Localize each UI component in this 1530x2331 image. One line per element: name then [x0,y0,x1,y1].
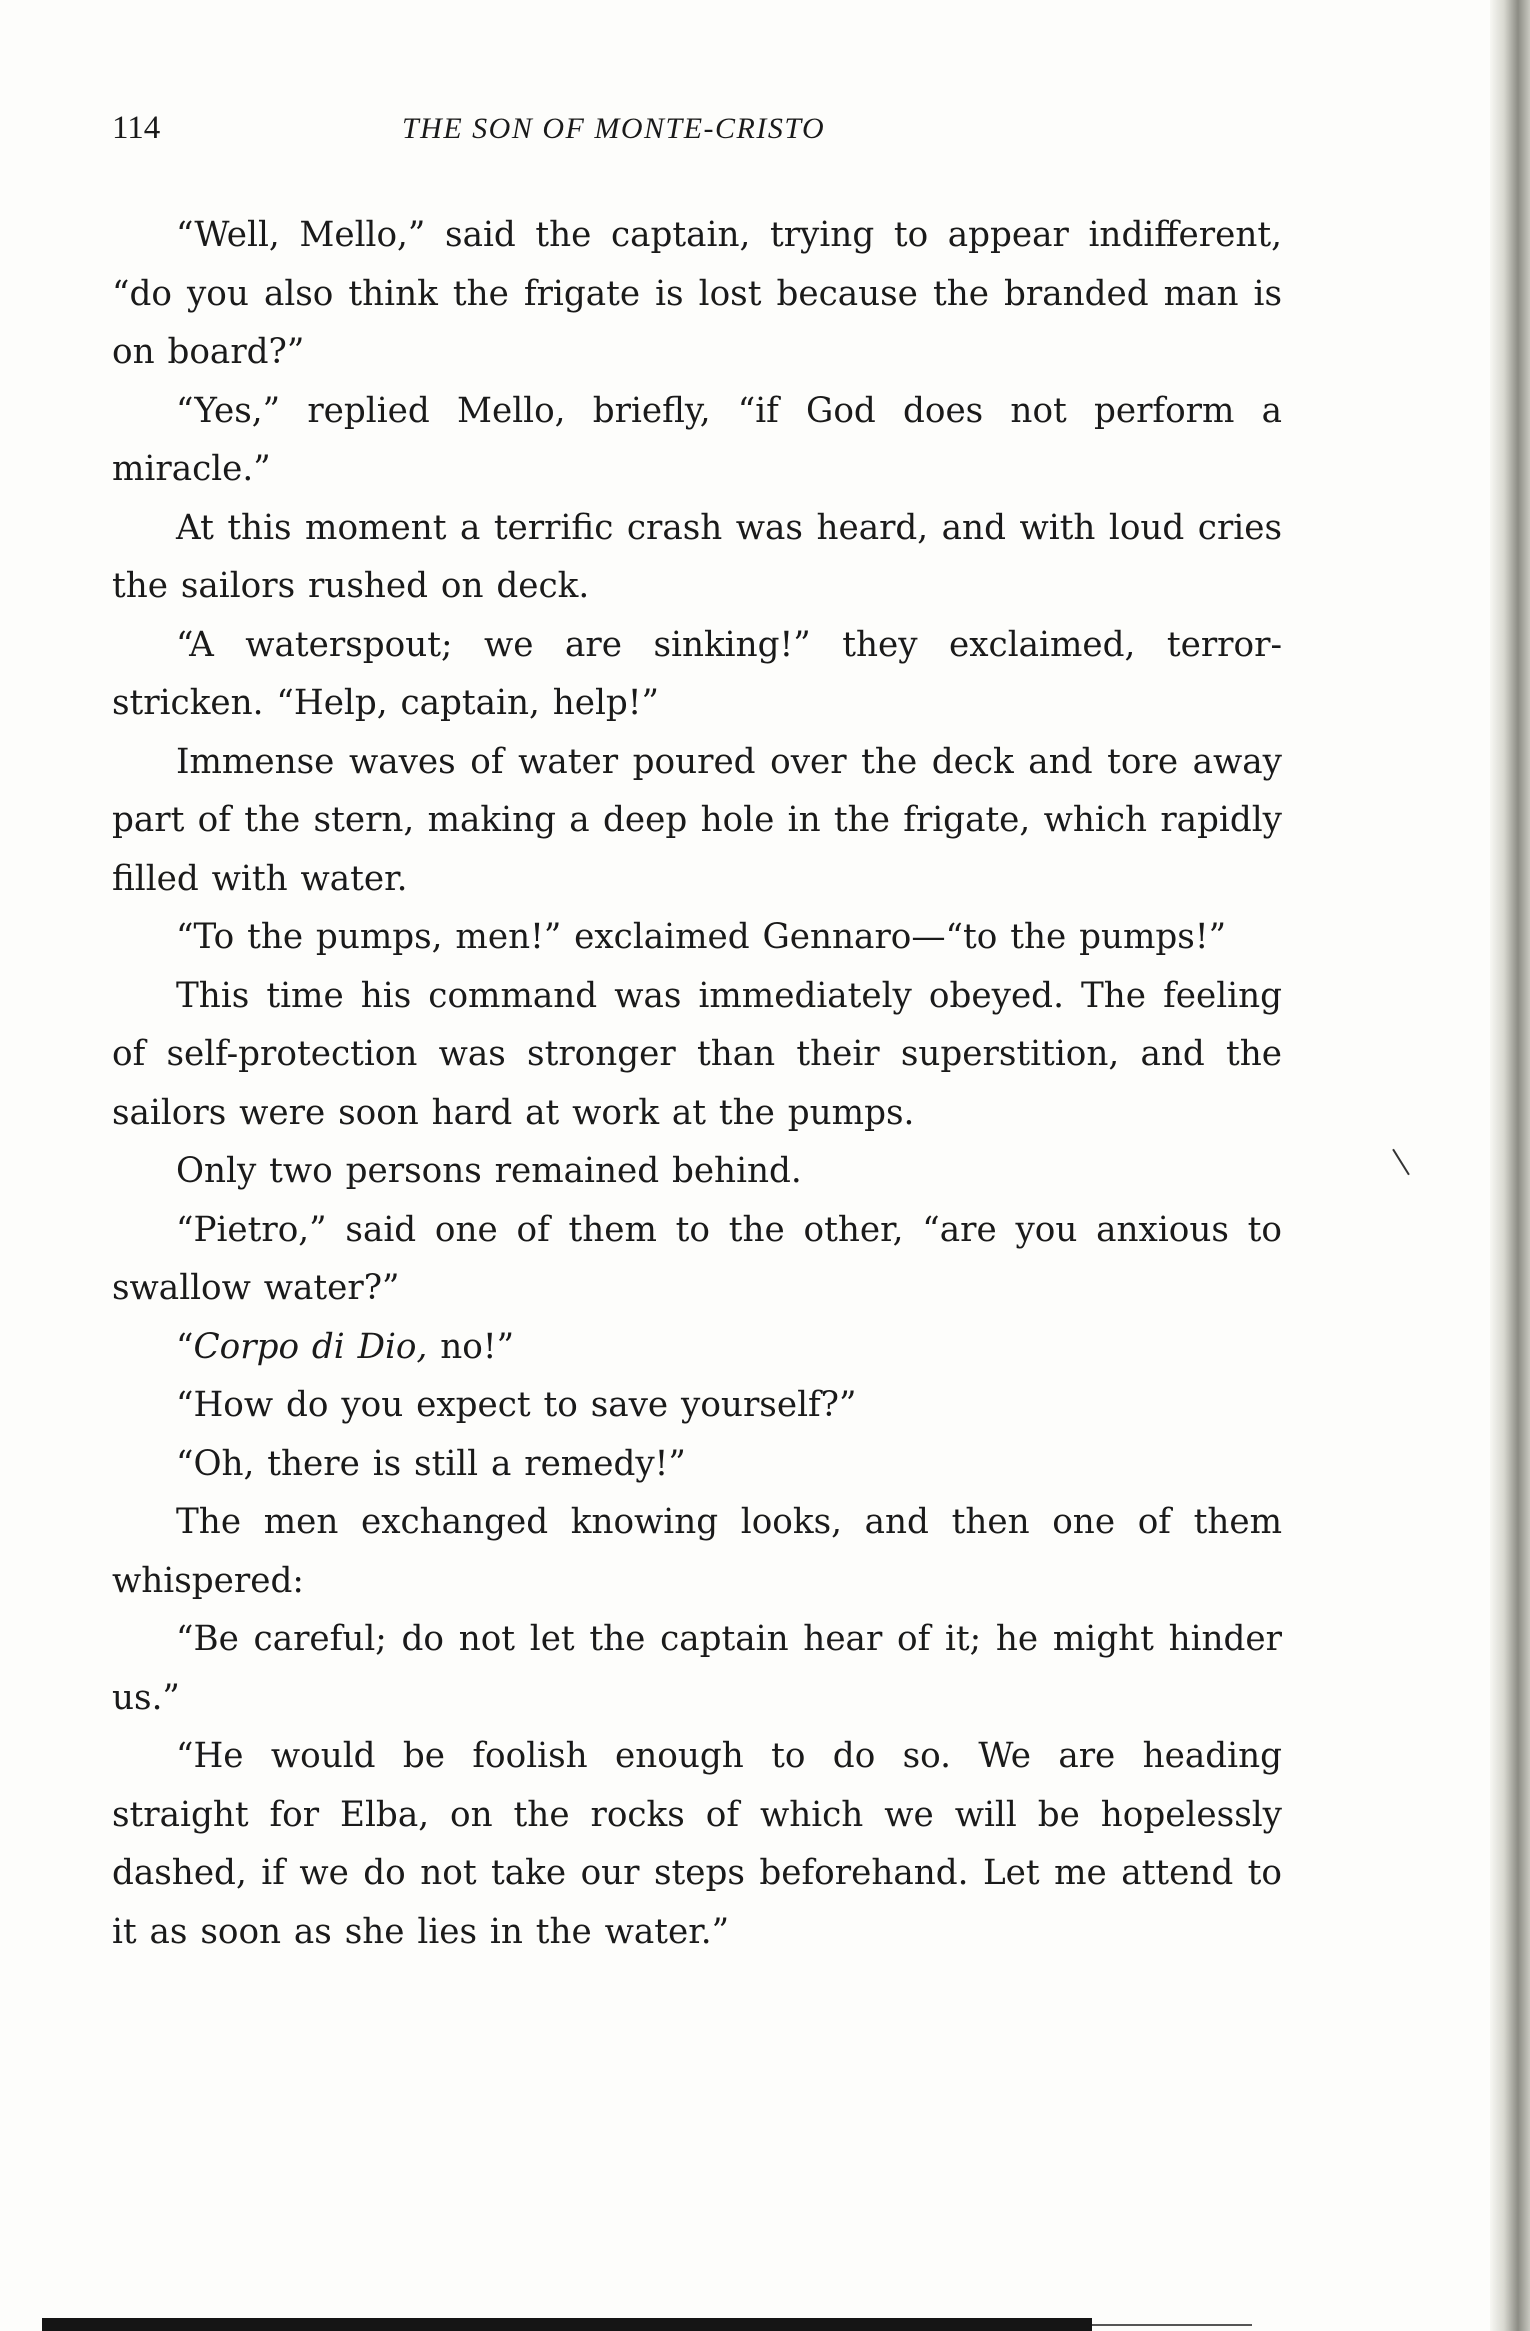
body-text [112,206,1282,1961]
stray-ink-mark [1392,1149,1410,1176]
paragraph: “How do you expect to save yourself?” [176,1385,857,1425]
paragraph: “Be careful; do not let the captain hear of it; he might hinder us.” [112,1619,1282,1718]
paragraph: “Pietro,” said one of them to the other, “are you anxious to swallow water?” [112,1209,1282,1308]
bottom-rule [42,2318,1092,2331]
paragraph: “To the pumps, men!” exclaimed Gennaro—“to the pumps!” [176,917,1227,957]
paragraph: “Oh, there is still a remedy!” [176,1443,686,1484]
paragraph: The men exchanged knowing looks, and then one of them whispered: [112,1502,1282,1601]
running-title: THE SON OF MONTE-CRISTO [402,112,826,145]
quote-open: “ [176,1326,194,1367]
paragraph: Immense waves of water poured over the deck and tore away part of the stern, making a deep hole in the frigate, which rapidly filled with water. [112,741,1282,899]
italic-phrase: Corpo di Dio, [193,1326,428,1367]
page-number: 114 [112,110,161,146]
page-header [112,110,1292,160]
paragraph: “He would be foolish enough to do so. We are heading straight for Elba, on the rocks of which we will be hopelessly dashed, if we do not take our steps beforehand. Let me attend to it as soon as she lies in the water.” [112,1736,1282,1952]
page-binding-edge [1490,0,1530,2331]
paragraph: At this moment a terrific crash was heard, and with loud cries the sailors rushed on deck. [112,507,1282,606]
paragraph: This time his command was immediately obeyed. The feeling of self-protection was stronger than their superstition, and the sailors were soon hard at work at the pumps. [112,975,1282,1133]
paragraph: “A waterspout; we are sinking!” they exclaimed, terror-stricken. “Help, captain, help!” [112,624,1282,723]
bottom-rule-tail [1092,2324,1252,2326]
exclamation-rest: no!” [427,1326,515,1367]
paragraph: “Well, Mello,” said the captain, trying to appear indifferent, “do you also think the frigate is lost because the branded man is on board?” [112,215,1282,372]
paragraph: Only two persons remained behind. [176,1151,802,1191]
paragraph-italic-exclamation [112,1318,1282,1377]
paragraph: “Yes,” replied Mello, briefly, “if God does not perform a miracle.” [112,390,1282,489]
